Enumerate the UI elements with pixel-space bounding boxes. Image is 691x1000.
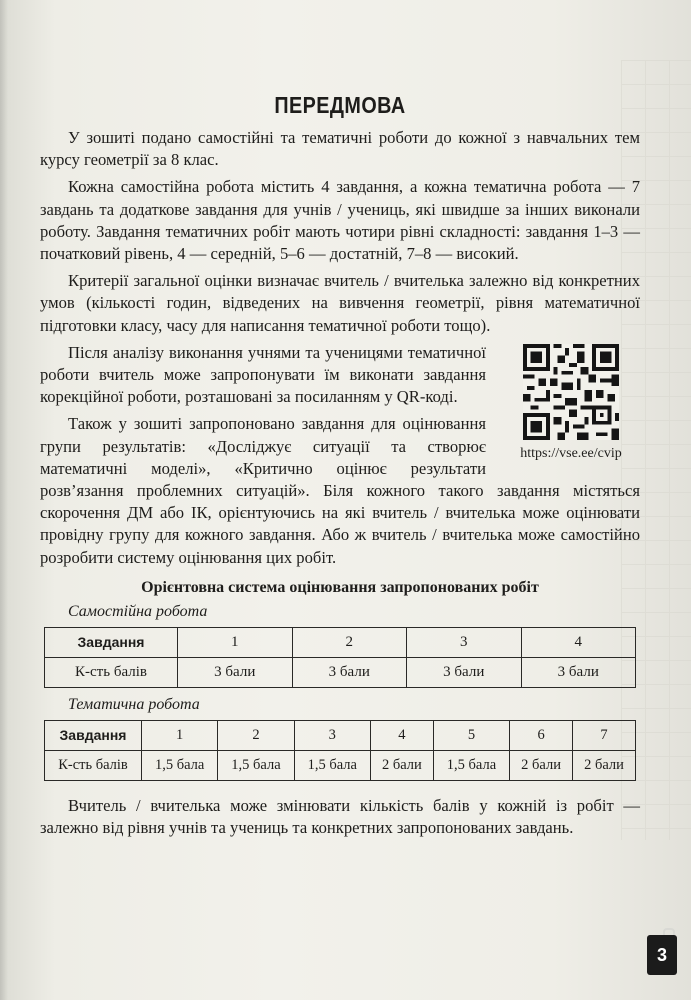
independent-work-table <box>44 627 636 688</box>
table-cell: 3 бали <box>407 657 522 687</box>
table2-heading: Тематична робота <box>68 695 200 713</box>
qr-block <box>502 344 640 462</box>
page-content <box>40 92 640 844</box>
table-row <box>45 657 636 687</box>
table-cell: 2 бали <box>510 750 573 780</box>
qr-url-link[interactable]: https://vse.ee/cvip <box>520 445 622 461</box>
table-cell: 3 бали <box>292 657 407 687</box>
paragraph-structure: Кожна самостійна робота містить 4 завдання, а кожна тематична робота — 7 завдань та додаткове завдання для учнів / учениць, які швидше за інших виконали роботу. Завдання тематичних робіт мають чотири рівні складності: завдання 1–3 — початковий рівень, 4 — середній, 5–6 — достатній, 7–8 — високий. <box>40 177 640 264</box>
table1-heading: Самостійна робота <box>68 602 208 620</box>
table-cell: 1,5 бала <box>294 750 370 780</box>
table-cell: 4 <box>521 627 636 657</box>
section-title: Орієнтовна система оцінювання запропонованих робіт <box>141 578 539 596</box>
table-cell: 5 <box>433 720 509 750</box>
table-cell: 6 <box>510 720 573 750</box>
table-cell: 2 <box>218 720 294 750</box>
table-cell: 3 <box>407 627 522 657</box>
binding-shadow <box>0 0 8 1000</box>
thematic-work-table <box>44 720 636 781</box>
table-cell: 1,5 бала <box>142 750 218 780</box>
qr-code-icon[interactable] <box>523 344 619 440</box>
table-cell: 1,5 бала <box>433 750 509 780</box>
table-cell-label: К-сть балів <box>45 657 178 687</box>
table-cell: 2 <box>292 627 407 657</box>
table-cell: 3 бали <box>521 657 636 687</box>
show-through-header <box>90 20 690 46</box>
table-cell: 1 <box>142 720 218 750</box>
table-cell: 2 бали <box>370 750 433 780</box>
table-cell: 3 <box>294 720 370 750</box>
table-cell: 4 <box>370 720 433 750</box>
table-cell: 7 <box>573 720 636 750</box>
table-cell-label: Завдання <box>45 627 178 657</box>
paragraph-criteria: Критерії загальної оцінки визначає вчитель / вчителька залежно від конкретних умов (кількості годин, відведених на вивчення геометрії, рівня математичної підготовки класу, часу для написання тематичної роботи тощо). <box>40 271 640 335</box>
table-cell: 1 <box>178 627 293 657</box>
paragraph-intro: У зошиті подано самостійні та тематичні роботи до кожної з навчальних тем курсу геометрії за 8 клас. <box>40 128 640 170</box>
paragraph-correction: Після аналізу виконання учнями та ученицями тематичної роботи вчитель може запропонувати їм виконати завдання корекційної роботи, розташовані за посиланням у QR-коді. <box>40 342 486 407</box>
table-cell-label: Завдання <box>45 720 142 750</box>
table-cell: 3 бали <box>178 657 293 687</box>
page-number: 3 <box>647 935 677 975</box>
table-row <box>45 720 636 750</box>
page-title: ПЕРЕДМОВА <box>274 92 406 118</box>
table-cell: 1,5 бала <box>218 750 294 780</box>
table-cell-label: К-сть балів <box>45 750 142 780</box>
table-row <box>45 750 636 780</box>
table-row <box>45 627 636 657</box>
paragraph-assessment: Також у зошиті запропоновано завдання для оцінювання групи результатів: «Досліджує ситуації та створює математичні моделі», «Критично оцінює результати розв’язання проблемних ситуацій». Біля кожного такого завдання містяться скорочення ДМ або ІК, орієнтуючись на які вчитель / вчителька може оцінювати провідну групу для кожного завдання. Або ж вчитель / вчителька може самостійно розробити систему оцінювання цих робіт. <box>40 414 640 567</box>
paragraph-final: Вчитель / вчителька може змінювати кількість балів у кожній із робіт — залежно від рівня учнів та учениць та конкретних запропонованих завдань. <box>40 795 640 838</box>
table-cell: 2 бали <box>573 750 636 780</box>
